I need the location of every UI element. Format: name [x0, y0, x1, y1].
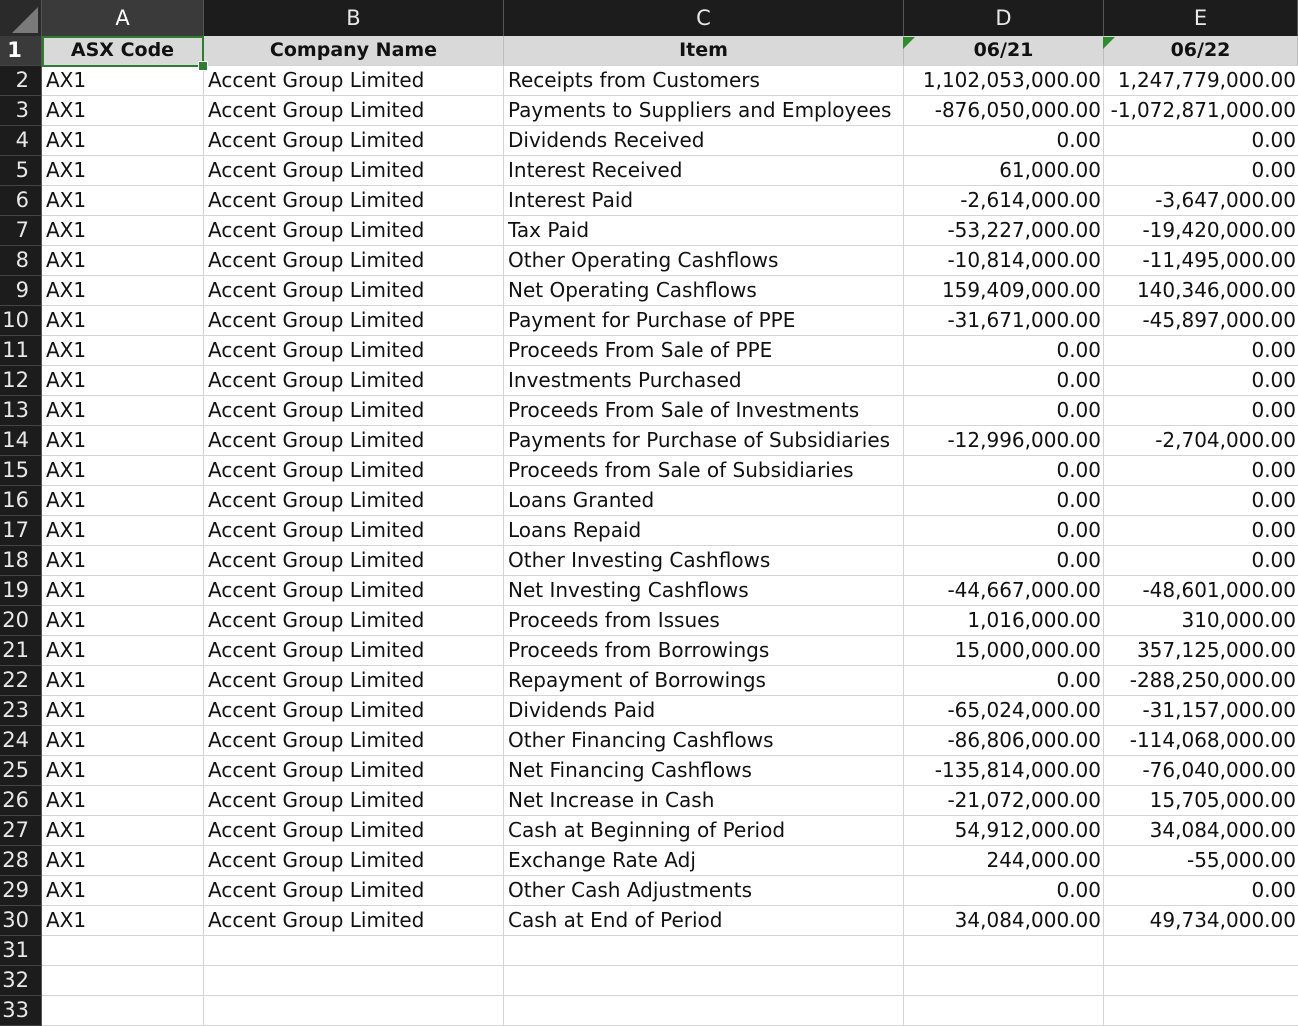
cell-asx-code[interactable]: AX1	[42, 756, 204, 786]
cell-value-06-22[interactable]: -114,068,000.00	[1104, 726, 1298, 756]
table-row	[0, 396, 1298, 426]
table-row	[0, 126, 1298, 156]
cell-period-2021-header[interactable]: 06/21	[904, 36, 1104, 66]
empty-cell[interactable]	[504, 996, 904, 1026]
cell-company-name[interactable]: Accent Group Limited	[204, 306, 504, 336]
row-header[interactable]: 21	[0, 636, 42, 666]
cell-asx-code[interactable]: AX1	[42, 246, 204, 276]
row-header[interactable]: 3	[0, 96, 42, 126]
cell-asx-code[interactable]: AX1	[42, 336, 204, 366]
row-header[interactable]: 11	[0, 336, 42, 366]
row-header[interactable]: 13	[0, 396, 42, 426]
row-header[interactable]: 9	[0, 276, 42, 306]
column-header-d[interactable]: D	[904, 0, 1104, 36]
cell-value-06-22[interactable]: -76,040,000.00	[1104, 756, 1298, 786]
cell-value-06-21[interactable]: 0.00	[904, 126, 1104, 156]
row-header[interactable]: 5	[0, 156, 42, 186]
table-row	[0, 366, 1298, 396]
cell-item[interactable]: Loans Granted	[504, 486, 904, 516]
row-header[interactable]: 27	[0, 816, 42, 846]
row-header[interactable]: 10	[0, 306, 42, 336]
cell-value-06-22[interactable]: 310,000.00	[1104, 606, 1298, 636]
cell-value-06-22[interactable]: -55,000.00	[1104, 846, 1298, 876]
empty-cell[interactable]	[42, 966, 204, 996]
table-row	[0, 156, 1298, 186]
cell-asx-code[interactable]: AX1	[42, 156, 204, 186]
cell-item[interactable]: Proceeds From Sale of PPE	[504, 336, 904, 366]
cell-company-name[interactable]: Accent Group Limited	[204, 666, 504, 696]
cell-asx-code[interactable]: AX1	[42, 516, 204, 546]
cell-company-name[interactable]: Accent Group Limited	[204, 156, 504, 186]
empty-cell[interactable]	[904, 966, 1104, 996]
cell-asx-code[interactable]: AX1	[42, 66, 204, 96]
row-header[interactable]: 15	[0, 456, 42, 486]
cell-company-name[interactable]: Accent Group Limited	[204, 486, 504, 516]
row-header[interactable]: 29	[0, 876, 42, 906]
cell-asx-code[interactable]: AX1	[42, 846, 204, 876]
row-header[interactable]: 18	[0, 546, 42, 576]
row-header[interactable]: 23	[0, 696, 42, 726]
cell-value-06-21[interactable]: -2,614,000.00	[904, 186, 1104, 216]
cell-value-06-22[interactable]: 0.00	[1104, 336, 1298, 366]
cell-value-06-22[interactable]: -11,495,000.00	[1104, 246, 1298, 276]
cell-asx-code[interactable]: AX1	[42, 696, 204, 726]
cell-asx-code[interactable]: AX1	[42, 906, 204, 936]
cell-item[interactable]: Loans Repaid	[504, 516, 904, 546]
cell-asx-code[interactable]: AX1	[42, 546, 204, 576]
cell-value-06-22[interactable]: 0.00	[1104, 516, 1298, 546]
cell-item[interactable]: Dividends Paid	[504, 696, 904, 726]
row-header[interactable]: 22	[0, 666, 42, 696]
cell-value-06-21[interactable]: 0.00	[904, 366, 1104, 396]
column-header-e[interactable]: E	[1104, 0, 1298, 36]
table-row	[0, 96, 1298, 126]
cell-company-name[interactable]: Accent Group Limited	[204, 576, 504, 606]
empty-cell[interactable]	[904, 936, 1104, 966]
cell-value-06-21[interactable]: -12,996,000.00	[904, 426, 1104, 456]
row-header[interactable]: 31	[0, 936, 42, 966]
row-header[interactable]: 17	[0, 516, 42, 546]
row-header[interactable]: 14	[0, 426, 42, 456]
row-header[interactable]: 12	[0, 366, 42, 396]
cell-company-name[interactable]: Accent Group Limited	[204, 906, 504, 936]
cell-value-06-21[interactable]: -21,072,000.00	[904, 786, 1104, 816]
cell-company-header[interactable]: Company Name	[204, 36, 504, 66]
cell-company-name[interactable]: Accent Group Limited	[204, 726, 504, 756]
cell-value-06-21[interactable]: 0.00	[904, 336, 1104, 366]
empty-cell[interactable]	[1104, 966, 1298, 996]
column-header-b[interactable]: B	[204, 0, 504, 36]
cell-asx-code[interactable]: AX1	[42, 396, 204, 426]
cell-value-06-22[interactable]: 49,734,000.00	[1104, 906, 1298, 936]
cell-item[interactable]: Other Investing Cashflows	[504, 546, 904, 576]
empty-row	[0, 996, 1298, 1026]
cell-asx-code[interactable]: AX1	[42, 876, 204, 906]
row-header[interactable]: 33	[0, 996, 42, 1026]
row-header[interactable]: 4	[0, 126, 42, 156]
cell-value-06-21[interactable]: -876,050,000.00	[904, 96, 1104, 126]
cell-value-06-22[interactable]: 0.00	[1104, 156, 1298, 186]
cell-item[interactable]: Net Operating Cashflows	[504, 276, 904, 306]
cell-item[interactable]: Proceeds From Sale of Investments	[504, 396, 904, 426]
empty-row	[0, 966, 1298, 996]
cell-asx-code[interactable]: AX1	[42, 486, 204, 516]
cell-asx-code[interactable]: AX1	[42, 126, 204, 156]
table-row	[0, 246, 1298, 276]
cell-value-06-21[interactable]: 0.00	[904, 876, 1104, 906]
cell-item[interactable]: Cash at Beginning of Period	[504, 816, 904, 846]
table-row	[0, 276, 1298, 306]
table-row	[0, 186, 1298, 216]
cell-company-name[interactable]: Accent Group Limited	[204, 846, 504, 876]
cell-item[interactable]: Net Financing Cashflows	[504, 756, 904, 786]
row-header[interactable]: 32	[0, 966, 42, 996]
cell-asx-code[interactable]: AX1	[42, 186, 204, 216]
cell-value-06-21[interactable]: 0.00	[904, 456, 1104, 486]
cell-company-name[interactable]: Accent Group Limited	[204, 186, 504, 216]
table-row	[0, 636, 1298, 666]
cell-company-name[interactable]: Accent Group Limited	[204, 336, 504, 366]
row-header[interactable]: 7	[0, 216, 42, 246]
column-header-bar	[0, 0, 1298, 36]
cell-value-06-22[interactable]: 357,125,000.00	[1104, 636, 1298, 666]
cell-value-06-22[interactable]: -1,072,871,000.00	[1104, 96, 1298, 126]
cell-item[interactable]: Repayment of Borrowings	[504, 666, 904, 696]
cell-item[interactable]: Proceeds from Issues	[504, 606, 904, 636]
cell-company-name[interactable]: Accent Group Limited	[204, 456, 504, 486]
row-header[interactable]: 8	[0, 246, 42, 276]
cell-asx-code[interactable]: AX1	[42, 456, 204, 486]
cell-company-name[interactable]: Accent Group Limited	[204, 516, 504, 546]
table-row	[0, 816, 1298, 846]
empty-cell[interactable]	[504, 936, 904, 966]
cell-value-06-22[interactable]: -19,420,000.00	[1104, 216, 1298, 246]
empty-cell[interactable]	[904, 996, 1104, 1026]
row-header[interactable]: 16	[0, 486, 42, 516]
row-header[interactable]: 20	[0, 606, 42, 636]
cell-item[interactable]: Investments Purchased	[504, 366, 904, 396]
cell-value-06-21[interactable]: 1,016,000.00	[904, 606, 1104, 636]
cell-value-06-22[interactable]: 0.00	[1104, 456, 1298, 486]
cell-item-header[interactable]: Item	[504, 36, 904, 66]
cell-item[interactable]: Dividends Received	[504, 126, 904, 156]
cell-value-06-21[interactable]: 0.00	[904, 486, 1104, 516]
cell-item[interactable]: Other Cash Adjustments	[504, 876, 904, 906]
cell-asx-code[interactable]: AX1	[42, 96, 204, 126]
cell-value-06-22[interactable]: -288,250,000.00	[1104, 666, 1298, 696]
cell-value-06-21[interactable]: 34,084,000.00	[904, 906, 1104, 936]
cell-company-name[interactable]: Accent Group Limited	[204, 756, 504, 786]
cell-company-name[interactable]: Accent Group Limited	[204, 276, 504, 306]
cell-item[interactable]: Payment for Purchase of PPE	[504, 306, 904, 336]
empty-cell[interactable]	[204, 996, 504, 1026]
number-as-text-warning-icon[interactable]	[903, 37, 915, 49]
cell-value-06-21[interactable]: 15,000,000.00	[904, 636, 1104, 666]
cell-company-name[interactable]: Accent Group Limited	[204, 216, 504, 246]
cell-asx-code[interactable]: AX1	[42, 366, 204, 396]
cell-item[interactable]: Cash at End of Period	[504, 906, 904, 936]
cell-asx-code[interactable]: AX1	[42, 426, 204, 456]
cell-asx-code[interactable]: AX1	[42, 576, 204, 606]
cell-value-06-21[interactable]: -135,814,000.00	[904, 756, 1104, 786]
cell-value-06-21[interactable]: 244,000.00	[904, 846, 1104, 876]
empty-cell[interactable]	[42, 996, 204, 1026]
cell-item[interactable]: Exchange Rate Adj	[504, 846, 904, 876]
cell-value-06-22[interactable]: 0.00	[1104, 396, 1298, 426]
cell-item[interactable]: Other Operating Cashflows	[504, 246, 904, 276]
cell-asx-code[interactable]: AX1	[42, 636, 204, 666]
cell-company-name[interactable]: Accent Group Limited	[204, 96, 504, 126]
cell-company-name[interactable]: Accent Group Limited	[204, 786, 504, 816]
cell-value-06-22[interactable]: 34,084,000.00	[1104, 816, 1298, 846]
table-row	[0, 66, 1298, 96]
cell-value-06-21[interactable]: 0.00	[904, 546, 1104, 576]
empty-cell[interactable]	[1104, 936, 1298, 966]
row-header[interactable]: 26	[0, 786, 42, 816]
cell-asx-code[interactable]: AX1	[42, 306, 204, 336]
select-all-corner[interactable]	[0, 0, 42, 36]
cell-company-name[interactable]: Accent Group Limited	[204, 366, 504, 396]
cell-value-06-21[interactable]: 1,102,053,000.00	[904, 66, 1104, 96]
column-header-c[interactable]: C	[504, 0, 904, 36]
table-row	[0, 786, 1298, 816]
table-row	[0, 486, 1298, 516]
cell-item[interactable]: Tax Paid	[504, 216, 904, 246]
cell-value-06-21[interactable]: -44,667,000.00	[904, 576, 1104, 606]
empty-cell[interactable]	[204, 936, 504, 966]
row-header[interactable]: 25	[0, 756, 42, 786]
select-all-icon	[12, 7, 38, 33]
cell-value-06-22[interactable]: 0.00	[1104, 366, 1298, 396]
cell-value-06-21[interactable]: 0.00	[904, 396, 1104, 426]
table-row	[0, 306, 1298, 336]
cell-item[interactable]: Net Investing Cashflows	[504, 576, 904, 606]
cell-value-06-21[interactable]: -10,814,000.00	[904, 246, 1104, 276]
cell-value-06-22[interactable]: -3,647,000.00	[1104, 186, 1298, 216]
cell-item[interactable]: Interest Received	[504, 156, 904, 186]
cell-company-name[interactable]: Accent Group Limited	[204, 876, 504, 906]
table-row	[0, 756, 1298, 786]
cell-value-06-21[interactable]: -53,227,000.00	[904, 216, 1104, 246]
row-header[interactable]: 1	[0, 36, 42, 66]
cell-value-06-21[interactable]: -31,671,000.00	[904, 306, 1104, 336]
empty-cell[interactable]	[42, 936, 204, 966]
cell-asx-code[interactable]: AX1	[42, 726, 204, 756]
table-row	[0, 216, 1298, 246]
cell-value-06-22[interactable]: 0.00	[1104, 486, 1298, 516]
row-header[interactable]: 30	[0, 906, 42, 936]
cell-asx-code[interactable]: AX1	[42, 606, 204, 636]
cell-value-06-22[interactable]: -48,601,000.00	[1104, 576, 1298, 606]
cell-value-06-21[interactable]: 159,409,000.00	[904, 276, 1104, 306]
cell-company-name[interactable]: Accent Group Limited	[204, 396, 504, 426]
row-header[interactable]: 19	[0, 576, 42, 606]
cell-company-name[interactable]: Accent Group Limited	[204, 246, 504, 276]
cell-company-name[interactable]: Accent Group Limited	[204, 546, 504, 576]
cell-value-06-21[interactable]: 54,912,000.00	[904, 816, 1104, 846]
cell-company-name[interactable]: Accent Group Limited	[204, 126, 504, 156]
cell-company-name[interactable]: Accent Group Limited	[204, 816, 504, 846]
cell-value-06-22[interactable]: 0.00	[1104, 126, 1298, 156]
table-row	[0, 426, 1298, 456]
cell-asx-code[interactable]: AX1	[42, 216, 204, 246]
cell-item[interactable]: Payments to Suppliers and Employees	[504, 96, 904, 126]
cell-asx-code[interactable]: AX1	[42, 816, 204, 846]
cell-value-06-21[interactable]: 0.00	[904, 666, 1104, 696]
cell-company-name[interactable]: Accent Group Limited	[204, 66, 504, 96]
table-row	[0, 336, 1298, 366]
cell-item[interactable]: Proceeds from Borrowings	[504, 636, 904, 666]
column-header-a[interactable]: A	[42, 0, 204, 36]
row-header[interactable]: 24	[0, 726, 42, 756]
table-row	[0, 906, 1298, 936]
cell-value-06-21[interactable]: -65,024,000.00	[904, 696, 1104, 726]
table-row	[0, 696, 1298, 726]
table-row	[0, 516, 1298, 546]
cell-value-06-22[interactable]: 1,247,779,000.00	[1104, 66, 1298, 96]
table-row	[0, 846, 1298, 876]
table-row	[0, 666, 1298, 696]
cell-item[interactable]: Receipts from Customers	[504, 66, 904, 96]
number-as-text-warning-icon[interactable]	[1103, 37, 1115, 49]
cell-item[interactable]: Other Financing Cashflows	[504, 726, 904, 756]
empty-cell[interactable]	[1104, 996, 1298, 1026]
table-row	[0, 876, 1298, 906]
table-row	[0, 456, 1298, 486]
cell-item[interactable]: Net Increase in Cash	[504, 786, 904, 816]
cell-item[interactable]: Proceeds from Sale of Subsidiaries	[504, 456, 904, 486]
cell-value-06-21[interactable]: -86,806,000.00	[904, 726, 1104, 756]
empty-row	[0, 936, 1298, 966]
table-row	[0, 606, 1298, 636]
fill-handle[interactable]	[198, 61, 208, 71]
empty-cell[interactable]	[504, 966, 904, 996]
cell-asx-code[interactable]: AX1	[42, 786, 204, 816]
cell-value-06-21[interactable]: 0.00	[904, 516, 1104, 546]
cell-value-06-22[interactable]: 15,705,000.00	[1104, 786, 1298, 816]
cell-value-06-22[interactable]: 140,346,000.00	[1104, 276, 1298, 306]
cell-value-06-22[interactable]: -2,704,000.00	[1104, 426, 1298, 456]
table-row	[0, 576, 1298, 606]
cell-asx-code[interactable]: AX1	[42, 666, 204, 696]
cell-item[interactable]: Payments for Purchase of Subsidiaries	[504, 426, 904, 456]
cell-value-06-22[interactable]: -31,157,000.00	[1104, 696, 1298, 726]
table-row	[0, 546, 1298, 576]
cell-value-06-21[interactable]: 61,000.00	[904, 156, 1104, 186]
cell-item[interactable]: Interest Paid	[504, 186, 904, 216]
table-row	[0, 726, 1298, 756]
cell-value-06-22[interactable]: 0.00	[1104, 546, 1298, 576]
row-header[interactable]: 2	[0, 66, 42, 96]
cell-value-06-22[interactable]: 0.00	[1104, 876, 1298, 906]
cell-company-name[interactable]: Accent Group Limited	[204, 606, 504, 636]
cell-company-name[interactable]: Accent Group Limited	[204, 696, 504, 726]
row-header[interactable]: 28	[0, 846, 42, 876]
row-header[interactable]: 6	[0, 186, 42, 216]
cell-asx-code[interactable]: AX1	[42, 276, 204, 306]
cell-company-name[interactable]: Accent Group Limited	[204, 426, 504, 456]
cell-company-name[interactable]: Accent Group Limited	[204, 636, 504, 666]
cell-asx-code-header[interactable]: ASX Code	[42, 36, 204, 66]
empty-cell[interactable]	[204, 966, 504, 996]
cell-period-2022-header[interactable]: 06/22	[1104, 36, 1298, 66]
cell-value-06-22[interactable]: -45,897,000.00	[1104, 306, 1298, 336]
